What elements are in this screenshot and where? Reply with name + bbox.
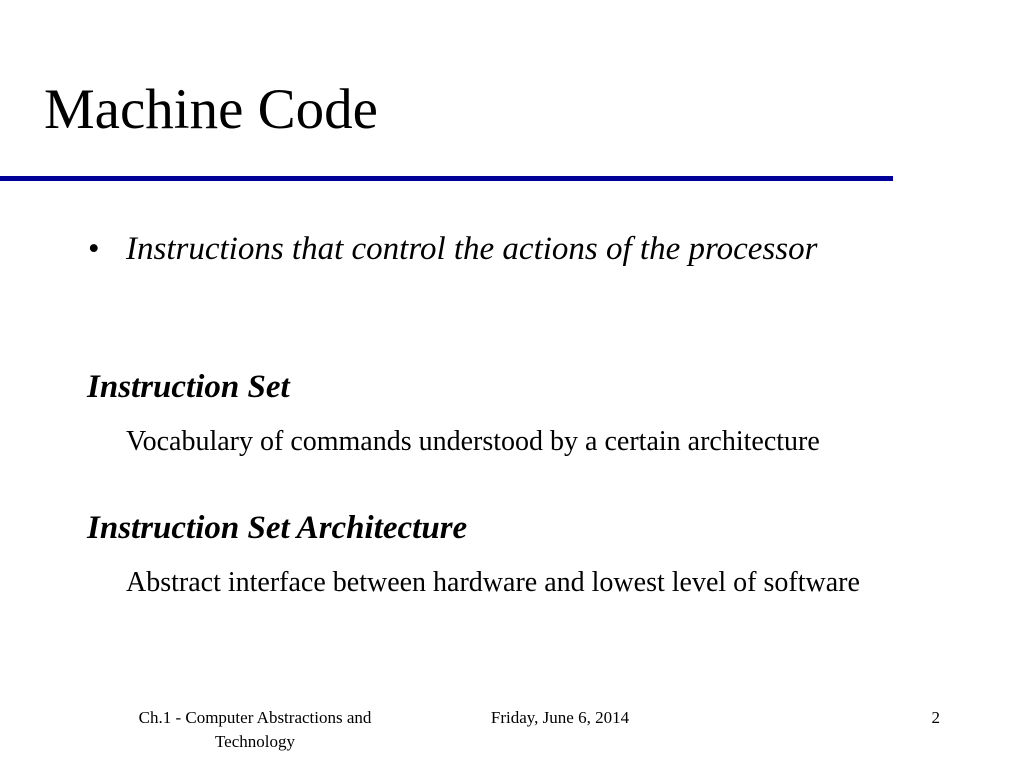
bullet-dot-icon: • [88,231,100,267]
term-instruction-set: Instruction Set [87,369,290,405]
term-instruction-set-architecture: Instruction Set Architecture [87,510,468,546]
title-divider [0,176,893,181]
definition-instruction-set-architecture: Abstract interface between hardware and lowest level of software [126,567,860,598]
footer-chapter-title: Ch.1 - Computer Abstractions and Technology [138,708,372,751]
slide-title: Machine Code [44,78,378,141]
bullet-text: Instructions that control the actions of the processor [126,231,818,267]
definition-instruction-set: Vocabulary of commands understood by a certain architecture [126,426,820,457]
footer-date: Friday, June 6, 2014 [490,708,630,727]
footer-page-number: 2 [931,708,940,727]
